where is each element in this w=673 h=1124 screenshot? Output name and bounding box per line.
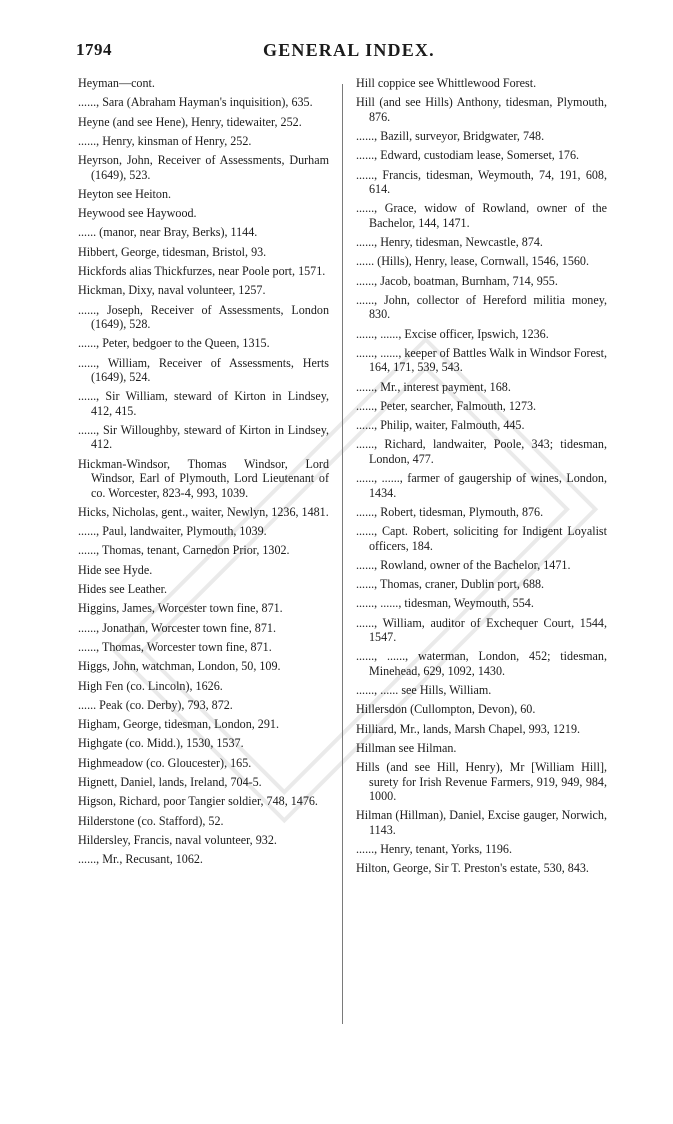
running-head: GENERAL INDEX. (263, 40, 435, 60)
index-entry: ......, Peter, bedgoer to the Queen, 1315. (78, 336, 270, 351)
index-entry: ......, William, auditor of Exchequer Court, 1544, 1547. (356, 615, 607, 645)
index-entry: Higgs, John, watchman, London, 50, 109. (78, 659, 281, 674)
index-entry: ......, Sir Willoughby, steward of Kirton in Lindsey, 412. (78, 423, 329, 452)
index-entry: Hillersdon (Cullompton, Devon), 60. (356, 702, 536, 717)
index-entry: Hide see Hyde. (78, 562, 153, 577)
index-entry: Hildersley, Francis, naval volunteer, 932. (78, 832, 277, 847)
index-entry: ......, ......, farmer of gaugership of wines, London, 1434. (356, 471, 607, 500)
index-entry: ......, Philip, waiter, Falmouth, 445. (356, 418, 525, 433)
index-entry: ......, Paul, landwaiter, Plymouth, 1039. (78, 524, 267, 539)
index-entry: Hilderstone (co. Stafford), 52. (78, 813, 224, 828)
index-entry: Hicks, Nicholas, gent., waiter, Newlyn, 1236, 1481. (78, 504, 329, 519)
index-entry: ......, Thomas, Worcester town fine, 871. (78, 639, 272, 654)
index-entry: ......, Francis, tidesman, Weymouth, 74, 191, 608, 614. (356, 167, 607, 196)
index-entry: Highmeadow (co. Gloucester), 165. (78, 755, 252, 770)
index-entry: ...... (manor, near Bray, Berks), 1144. (78, 225, 258, 240)
index-entry: ......, Henry, tidesman, Newcastle, 874. (356, 235, 543, 249)
index-entry: Hibbert, George, tidesman, Bristol, 93. (78, 244, 267, 259)
index-entry: ......, ......, tidesman, Weymouth, 554. (356, 596, 534, 611)
index-entry: Hignett, Daniel, lands, Ireland, 704-5. (78, 775, 262, 790)
index-entry: ......, Mr., Recusant, 1062. (78, 852, 203, 867)
column-divider (342, 84, 343, 1024)
index-entry: ......, Jacob, boatman, Burnham, 714, 955. (356, 273, 558, 288)
index-entry: ......, ......, Excise officer, Ipswich, 1236. (356, 326, 549, 341)
index-entry: ......, Sir William, steward of Kirton in Lindsey, 412, 415. (78, 389, 329, 418)
index-entry: Hilton, George, Sir T. Preston's estate, 530, 843. (356, 861, 589, 876)
index-entry: Heyman—cont. (78, 76, 155, 90)
index-entry: ......, Thomas, tenant, Carnedon Prior, 1302. (78, 543, 290, 558)
index-entry: ......, Rowland, owner of the Bachelor, 1471. (356, 557, 571, 572)
index-entry: ......, John, collector of Hereford militia money, 830. (356, 292, 607, 322)
index-entry: Hilliard, Mr., lands, Marsh Chapel, 993, 1219. (356, 721, 581, 736)
index-entry: ......, Joseph, Receiver of Assessments, London (1649), 528. (78, 302, 329, 332)
index-entry: ......, Henry, kinsman of Henry, 252. (78, 133, 252, 148)
index-entry: ......, Mr., interest payment, 168. (356, 379, 511, 394)
index-entry: Higson, Richard, poor Tangier soldier, 748, 1476. (78, 794, 318, 809)
index-entry: ......, ......, waterman, London, 452; tidesman, Minehead, 629, 1092, 1430. (356, 649, 607, 678)
index-entry: Heywood see Haywood. (78, 206, 197, 221)
index-entry: Hill coppice see Whittlewood Forest. (356, 76, 537, 90)
index-entry: ......, Robert, tidesman, Plymouth, 876. (356, 504, 544, 519)
index-entry: ...... (Hills), Henry, lease, Cornwall, 1546, 1560. (356, 254, 589, 269)
index-entry: ......, Edward, custodiam lease, Somerset, 176. (356, 148, 580, 163)
index-entry: Hickfords alias Thickfurzes, near Poole port, 1571. (78, 264, 326, 279)
index-entry: ......, Jonathan, Worcester town fine, 871. (78, 620, 276, 635)
index-entry: Hillman see Hilman. (356, 741, 457, 756)
index-entry: Higgins, James, Worcester town fine, 871. (78, 601, 283, 616)
index-entry: ......, Peter, searcher, Falmouth, 1273. (356, 398, 537, 413)
index-entry: Heyne (and see Hene), Henry, tidewaiter, 252. (78, 114, 302, 129)
left-column (78, 76, 329, 872)
index-entry: ......, William, Receiver of Assessments, Herts (1649), 524. (78, 355, 329, 385)
index-entry: ......, ...... see Hills, William. (356, 683, 492, 698)
index-entry: Hilman (Hillman), Daniel, Excise gauger, Norwich, 1143. (356, 808, 607, 837)
index-entry: ......, Richard, landwaiter, Poole, 343; tidesman, London, 477. (356, 437, 607, 466)
index-entry: ......, Thomas, craner, Dublin port, 688. (356, 577, 545, 592)
index-entry: Highgate (co. Midd.), 1530, 1537. (78, 736, 244, 751)
index-entry: ......, Bazill, surveyor, Bridgwater, 748. (356, 129, 545, 143)
right-column (356, 76, 607, 881)
index-entry: ...... Peak (co. Derby), 793, 872. (78, 697, 233, 712)
index-entry: Hills (and see Hill, Henry), Mr [William Hill], surety for Irish Revenue Farmers, 919, 949, 984, 1000. (356, 760, 607, 804)
index-entry: ......, Sara (Abraham Hayman's inquisition), 635. (78, 95, 313, 110)
index-entry: ......, Henry, tenant, Yorks, 1196. (356, 842, 512, 857)
index-entry: Hickman-Windsor, Thomas Windsor, Lord Windsor, Earl of Plymouth, Lord Lieutenant of co. Worcester, 823-4, 993, 1039. (78, 456, 329, 500)
index-entry: Hill (and see Hills) Anthony, tidesman, Plymouth, 876. (356, 95, 607, 124)
index-entry: Hickman, Dixy, naval volunteer, 1257. (78, 283, 266, 298)
index-entry: High Fen (co. Lincoln), 1626. (78, 678, 223, 693)
page-number: 1794 (76, 40, 112, 59)
index-entry: ......, Capt. Robert, soliciting for Indigent Loyalist officers, 184. (356, 524, 607, 553)
index-entry: ......, Grace, widow of Rowland, owner of the Bachelor, 144, 1471. (356, 201, 607, 230)
index-entry: ......, ......, keeper of Battles Walk in Windsor Forest, 164, 171, 539, 543. (356, 345, 608, 375)
index-entry: Heyton see Heiton. (78, 186, 172, 201)
index-entry: Higham, George, tidesman, London, 291. (78, 717, 279, 732)
index-entry: Hides see Leather. (78, 582, 167, 597)
index-entry: Heyrson, John, Receiver of Assessments, Durham (1649), 523. (78, 153, 329, 182)
